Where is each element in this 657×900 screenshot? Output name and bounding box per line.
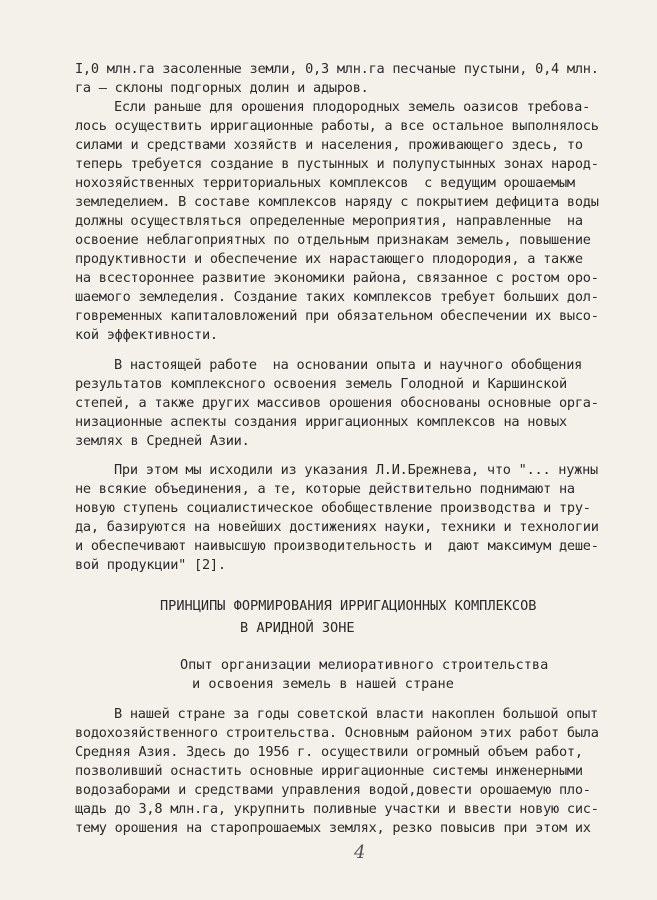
text-line: степей, а также других массивов орошения обоснованы основные орга- [75, 395, 599, 411]
text-line: шаемого земледелия. Создание таких комплексов требует больших дол- [75, 289, 599, 305]
text-line: кой эффективности. [75, 327, 218, 343]
text-line: освоение неблагоприятных по отдельным признакам земель, повышение [75, 232, 591, 248]
page-number: 4 [354, 842, 366, 863]
text-line: водохозяйственного строительства. Основным районом этих работ была [75, 725, 599, 741]
text-line: не всякие объединения, а те, которые действительно поднимают на [75, 481, 575, 497]
text-line: лось осуществить ирригационные работы, а все остальное выполнялось [75, 118, 599, 134]
text-line: тему орошения на старопрошаемых землях, резко повысив при этом их [75, 820, 591, 836]
subsection-title: Опыт организации мелиоративного строительства [180, 657, 549, 673]
section-title: ПРИНЦИПЫ ФОРМИРОВАНИЯ ИРРИГАЦИОННЫХ КОМПЛЕКСОВ [160, 598, 537, 614]
text-line: и обеспечивают наивысшую производительность и дают максимум деше- [75, 538, 599, 554]
subsection-title: и освоения земель в нашей стране [192, 676, 454, 692]
text-line: результатов комплексного освоения земель Голодной и Каршинской [75, 376, 567, 392]
text-line: В нашей стране за годы советской власти накоплен большой опыт [114, 706, 598, 722]
text-line: земледелием. В составе комплексов наряду с покрытием дефицита воды [75, 194, 599, 210]
text-line: теперь требуется создание в пустынных и полупустынных зонах народ- [75, 156, 599, 172]
text-line: силами и средствами хозяйств и населения, проживающего здесь, то [75, 137, 583, 153]
text-line: вой продукции" [2]. [75, 557, 226, 573]
text-line: щадь до 3,8 млн.га, укрупнить поливные участки и ввести новую сис- [75, 801, 599, 817]
text-line: низационные аспекты создания ирригационных комплексов на новых [75, 414, 567, 430]
text-line: Средняя Азия. Здесь до 1956 г. осуществили огромный объем работ, [75, 744, 583, 760]
text-line: позволивший оснастить основные ирригационные системы инженерными [75, 763, 583, 779]
text-line: да, базируются на новейших достижениях науки, техники и технологии [75, 519, 599, 535]
section-title: В АРИДНОЙ ЗОНЕ [240, 620, 355, 636]
text-line: нохозяйственных территориальных комплексов с ведущим орошаемым [75, 175, 575, 191]
text-line: В настоящей работе на основании опыта и научного обобщения [114, 357, 583, 373]
text-line: на всестороннее развитие экономики района, связанное с ростом оро- [75, 270, 599, 286]
text-line: землях в Средней Азии. [75, 433, 250, 449]
text-line: При этом мы исходили из указания Л.И.Брежнева, что "... нужны [114, 462, 598, 478]
text-line: говременных капиталовложений при обязательном обеспечении их высо- [75, 308, 599, 324]
text-line: I,0 млн.га засоленные земли, 0,3 млн.га песчаные пустыни, 0,4 млн. [75, 61, 599, 77]
text-line: продуктивности и обеспечение их нарастающего плодородия, а также [75, 251, 583, 267]
text-line: должны осуществляться определенные мероприятия, направленные на [75, 213, 583, 229]
text-line: га – склоны подгорных долин и адыров. [75, 80, 369, 96]
text-line: водозаборами и средствами управления водой,довести орошаемую пло- [75, 782, 591, 798]
text-line: Если раньше для орошения плодородных земель оазисов требова- [114, 99, 591, 115]
text-line: новую ступень социалистическое обобществление производства и тру- [75, 500, 591, 516]
